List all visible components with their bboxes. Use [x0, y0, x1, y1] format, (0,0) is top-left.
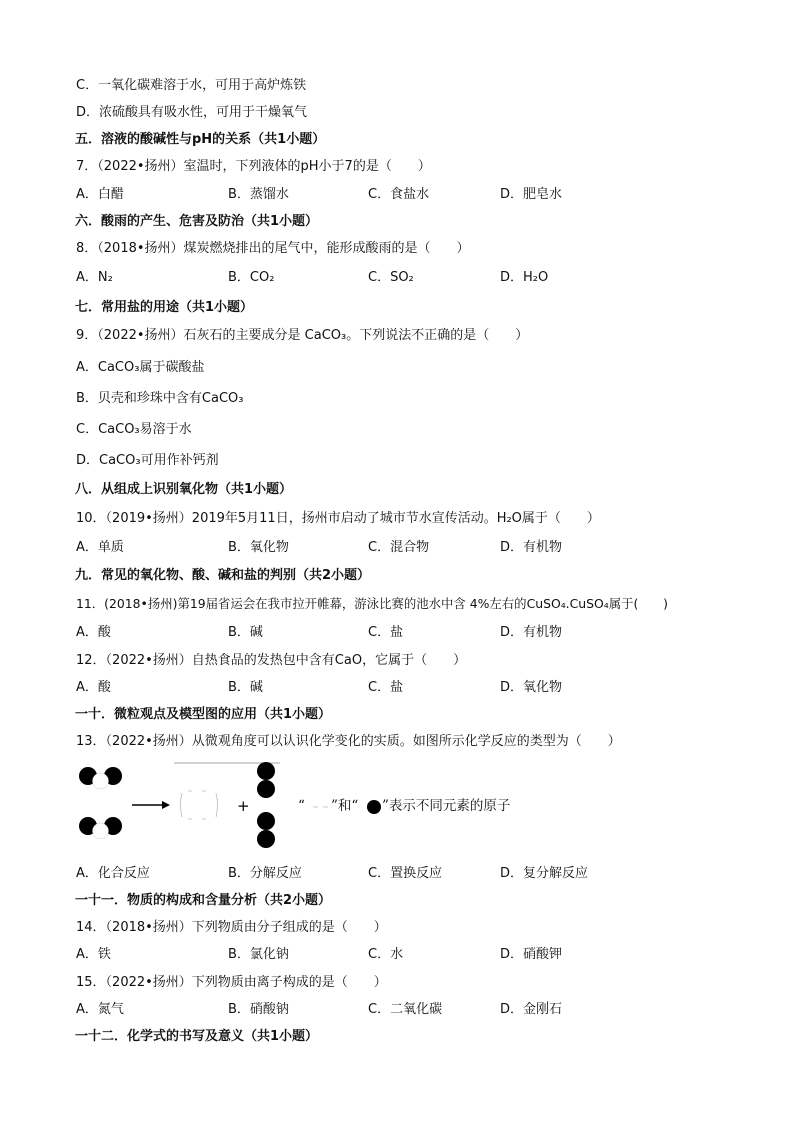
question-15: 15．（2022•扬州）下列物质由离子构成的是（ ） — [76, 975, 387, 990]
q10-option-d: D．有机物 — [500, 540, 563, 555]
q15-option-b: B．硝酸钠 — [228, 1002, 289, 1017]
section-9-heading: 九．常见的氧化物、酸、碱和盐的判别（共2小题） — [75, 568, 371, 583]
question-14: 14．（2018•扬州）下列物质由分子组成的是（ ） — [76, 920, 387, 935]
q9-option-a: A．CaCO₃属于碳酸盐 — [76, 360, 205, 375]
section-10-heading: 一十．微粒观点及模型图的应用（共1小题） — [75, 707, 332, 722]
q10-option-c: C．混合物 — [368, 540, 430, 555]
question-11: 11．(2018•扬州)第19届省运会在我市拉开帷幕，游泳比赛的池水中含 4%左右的CuSO₄.CuSO₄属于( ) — [76, 596, 668, 611]
q11-option-b: B．碱 — [228, 625, 263, 640]
question-8: 8．（2018•扬州）煤炭燃烧排出的尾气中，能形成酸雨的是（ ） — [76, 241, 470, 256]
q11-option-d: D．有机物 — [500, 625, 563, 640]
q7-option-a: A．白醋 — [76, 187, 124, 202]
q14-option-c: C．水 — [368, 947, 404, 962]
q8-option-c: C．SO₂ — [368, 270, 414, 285]
q15-option-d: D．金刚石 — [500, 1002, 563, 1017]
q15-option-c: C．二氧化碳 — [368, 1002, 443, 1017]
q13-option-c: C．置换反应 — [368, 866, 443, 881]
question-10: 10．（2019•扬州）2019年5月11日，扬州市启动了城市节水宣传活动。H₂O属于（ ） — [76, 511, 600, 526]
q12-option-a: A．酸 — [76, 680, 111, 695]
q8-option-b: B．CO₂ — [228, 270, 275, 285]
q8-option-a: A．N₂ — [76, 270, 113, 285]
black-atom-legend-icon — [367, 800, 381, 814]
q10-option-a: A．单质 — [76, 540, 124, 555]
product-open-atoms — [181, 791, 218, 819]
q14-option-d: D．硝酸钾 — [500, 947, 563, 962]
q12-option-b: B．碱 — [228, 680, 263, 695]
q10-option-b: B．氧化物 — [228, 540, 289, 555]
question-9: 9．（2022•扬州）石灰石的主要成分是 CaCO₃。下列说法不正确的是（ ） — [76, 328, 529, 343]
section-12-heading: 一十二．化学式的书写及意义（共1小题） — [75, 1029, 319, 1044]
reaction-arrow — [132, 801, 170, 809]
q7-option-c: C．食盐水 — [368, 187, 430, 202]
option-c-line: C．一氧化碳难溶于水，可用于高炉炼铁 — [76, 78, 307, 93]
q8-option-d: D．H₂O — [500, 270, 549, 285]
q15-option-a: A．氮气 — [76, 1002, 124, 1017]
white-atom-legend-icon — [311, 797, 331, 813]
legend-middle-text: ”和“ — [331, 798, 359, 814]
legend-caption: ”表示不同元素的原子 — [382, 798, 511, 814]
section-7-heading: 七．常用盐的用途（共1小题） — [75, 300, 254, 315]
q13-option-b: B．分解反应 — [228, 866, 302, 881]
plus-sign: + — [237, 797, 250, 815]
q12-option-c: C．盐 — [368, 680, 404, 695]
legend-open-quote: “ — [298, 798, 305, 814]
section-8-heading: 八．从组成上识别氧化物（共1小题） — [75, 482, 293, 497]
q7-option-b: B．蒸馏水 — [228, 187, 289, 202]
q11-option-a: A．酸 — [76, 625, 111, 640]
q12-option-d: D．氧化物 — [500, 680, 563, 695]
reactant-molecule-bottom — [79, 817, 122, 839]
product-molecule-bottom — [257, 812, 275, 848]
question-7: 7．（2022•扬州）室温时，下列液体的pH小于7的是（ ） — [76, 159, 431, 174]
question-12: 12．（2022•扬州）自热食品的发热包中含有CaO，它属于（ ） — [76, 653, 467, 668]
q13-option-d: D．复分解反应 — [500, 866, 589, 881]
q13-option-a: A．化合反应 — [76, 866, 150, 881]
q11-option-c: C．盐 — [368, 625, 404, 640]
q9-option-b: B．贝壳和珍珠中含有CaCO₃ — [76, 391, 244, 406]
option-d-line: D．浓硫酸具有吸水性，可用于干燥氧气 — [76, 105, 308, 120]
section-5-heading: 五．溶液的酸碱性与pH的关系（共1小题） — [75, 132, 326, 147]
q9-option-c: C．CaCO₃易溶于水 — [76, 422, 192, 437]
q14-option-a: A．铁 — [76, 947, 111, 962]
q9-option-d: D．CaCO₃可用作补钙剂 — [76, 453, 219, 468]
section-6-heading: 六．酸雨的产生、危害及防治（共1小题） — [75, 214, 319, 229]
reactant-molecule-top — [79, 767, 122, 789]
q7-option-d: D．肥皂水 — [500, 187, 563, 202]
product-molecule-top — [257, 762, 275, 798]
section-11-heading: 一十一．物质的构成和含量分析（共2小题） — [75, 893, 332, 908]
question-13: 13．（2022•扬州）从微观角度可以认识化学变化的实质。如图所示化学反应的类型为（ ） — [76, 734, 621, 749]
q14-option-b: B．氯化钠 — [228, 947, 289, 962]
